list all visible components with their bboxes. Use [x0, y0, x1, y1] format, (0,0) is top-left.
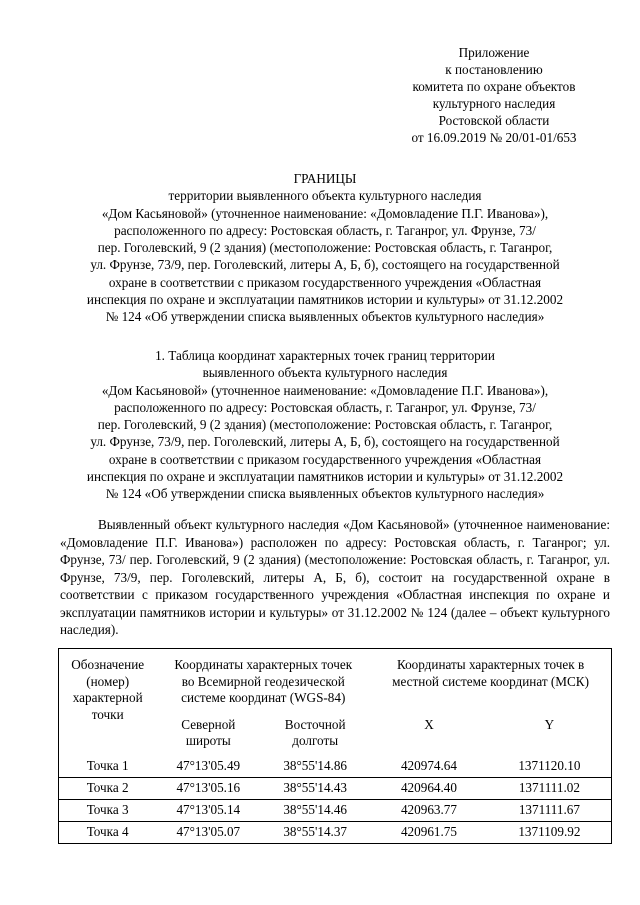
- cell-point: Точка 2: [59, 777, 157, 799]
- header-point: Обозначение (номер) характерной точки: [59, 649, 157, 756]
- title-line: инспекция по охране и эксплуатации памятников истории и культуры» от 31.12.2002: [86, 292, 564, 308]
- table-row: [59, 756, 612, 778]
- cell-x: 420963.77: [370, 799, 488, 821]
- title-line: территории выявленного объекта культурного наследия: [168, 188, 482, 204]
- appendix-header: [380, 44, 608, 146]
- section-line: выявленного объекта культурного наследия: [202, 365, 448, 381]
- cell-y: 1371111.02: [488, 777, 612, 799]
- section-line: ул. Фрунзе, 73/9, пер. Гоголевский, литеры А, Б, б), состоящего на государственной: [90, 434, 560, 450]
- title-line: пер. Гоголевский, 9 (2 здания) (местоположение: Ростовская область, г. Таганрог,: [97, 240, 553, 256]
- section-line: «Дом Касьяновой» (уточненное наименование: «Домовладение П.Г. Иванова»),: [101, 382, 549, 398]
- cell-point: Точка 3: [59, 799, 157, 821]
- title-line: № 124 «Об утверждении списка выявленных объектов культурного наследия»: [105, 309, 545, 325]
- cell-point: Точка 1: [59, 756, 157, 778]
- cell-north: 47°13'05.07: [156, 821, 260, 843]
- appendix-line: от 16.09.2019 № 20/01-01/653: [411, 130, 577, 145]
- document-title: [40, 170, 610, 326]
- section-line: 1. Таблица координат характерных точек границ территории: [155, 348, 495, 363]
- header-y: Y: [488, 707, 612, 756]
- header-north: Северной широты: [181, 716, 236, 748]
- intro-text: Выявленный объект культурного наследия «Дом Касьяновой» (уточненное наименование: «Домовладение П.Г. Иванова») расположен по адресу: Ростовская область, г. Таганрог; ул. Фрунзе, 73/ пер. Гоголевский, 9 (2 здания) (местоположение: Ростовская область, г. Таганрог, ул. Фрунзе, 73/9, пер. Гоголевский, литеры А, Б, б), состоит на государственной охране в соответствии с приказом государственного учреждения «Областная инспекция по охране и эксплуатации памятников истории и культуры» от 31.12.2002 № 124 (далее – объект культурного наследия).: [60, 517, 610, 637]
- appendix-line: комитета по охране объектов: [412, 79, 576, 94]
- cell-x: 420964.40: [370, 777, 488, 799]
- coordinates-table: [58, 648, 612, 844]
- header-east: Восточной долготы: [284, 716, 346, 748]
- title-line: расположенного по адресу: Ростовская область, г. Таганрог, ул. Фрунзе, 73/: [114, 222, 536, 238]
- section-line: № 124 «Об утверждении списка выявленных объектов культурного наследия»: [105, 486, 545, 502]
- table-row: [59, 777, 612, 799]
- cell-y: 1371120.10: [488, 756, 612, 778]
- title-line: «Дом Касьяновой» (уточненное наименование: «Домовладение П.Г. Иванова»),: [101, 205, 549, 221]
- appendix-line: Приложение: [458, 45, 530, 60]
- section-title: [40, 347, 610, 503]
- cell-y: 1371109.92: [488, 821, 612, 843]
- section-line: инспекция по охране и эксплуатации памятников истории и культуры» от 31.12.2002: [86, 469, 564, 485]
- cell-y: 1371111.67: [488, 799, 612, 821]
- header-x: X: [424, 716, 434, 732]
- cell-north: 47°13'05.16: [156, 777, 260, 799]
- intro-paragraph: [60, 516, 610, 639]
- cell-east: 38°55'14.86: [283, 757, 348, 773]
- header-msk: Координаты характерных точек в местной системе координат (МСК): [370, 649, 611, 707]
- cell-point: Точка 4: [59, 821, 157, 843]
- cell-x: 420961.75: [370, 821, 488, 843]
- cell-north: 47°13'05.49: [176, 757, 241, 773]
- header-wgs: Координаты характерных точек во Всемирной геодезической системе координат (WGS-84): [156, 649, 370, 707]
- cell-east: 38°55'14.43: [260, 777, 370, 799]
- section-line: пер. Гоголевский, 9 (2 здания) (местоположение: Ростовская область, г. Таганрог,: [97, 417, 553, 433]
- cell-east: 38°55'14.37: [260, 821, 370, 843]
- cell-east: 38°55'14.46: [260, 799, 370, 821]
- appendix-line: Ростовской области: [438, 113, 550, 128]
- title-heading: ГРАНИЦЫ: [293, 171, 357, 186]
- table-row: [59, 799, 612, 821]
- appendix-line: культурного наследия: [432, 96, 556, 111]
- title-line: ул. Фрунзе, 73/9, пер. Гоголевский, литеры А, Б, б), состоящего на государственной: [90, 257, 560, 273]
- table-row: [59, 821, 612, 843]
- section-line: расположенного по адресу: Ростовская область, г. Таганрог, ул. Фрунзе, 73/: [114, 399, 536, 415]
- title-line: охране в соответствии с приказом государственного учреждения «Областная: [108, 274, 542, 290]
- appendix-line: к постановлению: [445, 62, 543, 77]
- cell-x: 420974.64: [400, 757, 457, 773]
- section-line: охране в соответствии с приказом государственного учреждения «Областная: [108, 451, 542, 467]
- cell-north: 47°13'05.14: [156, 799, 260, 821]
